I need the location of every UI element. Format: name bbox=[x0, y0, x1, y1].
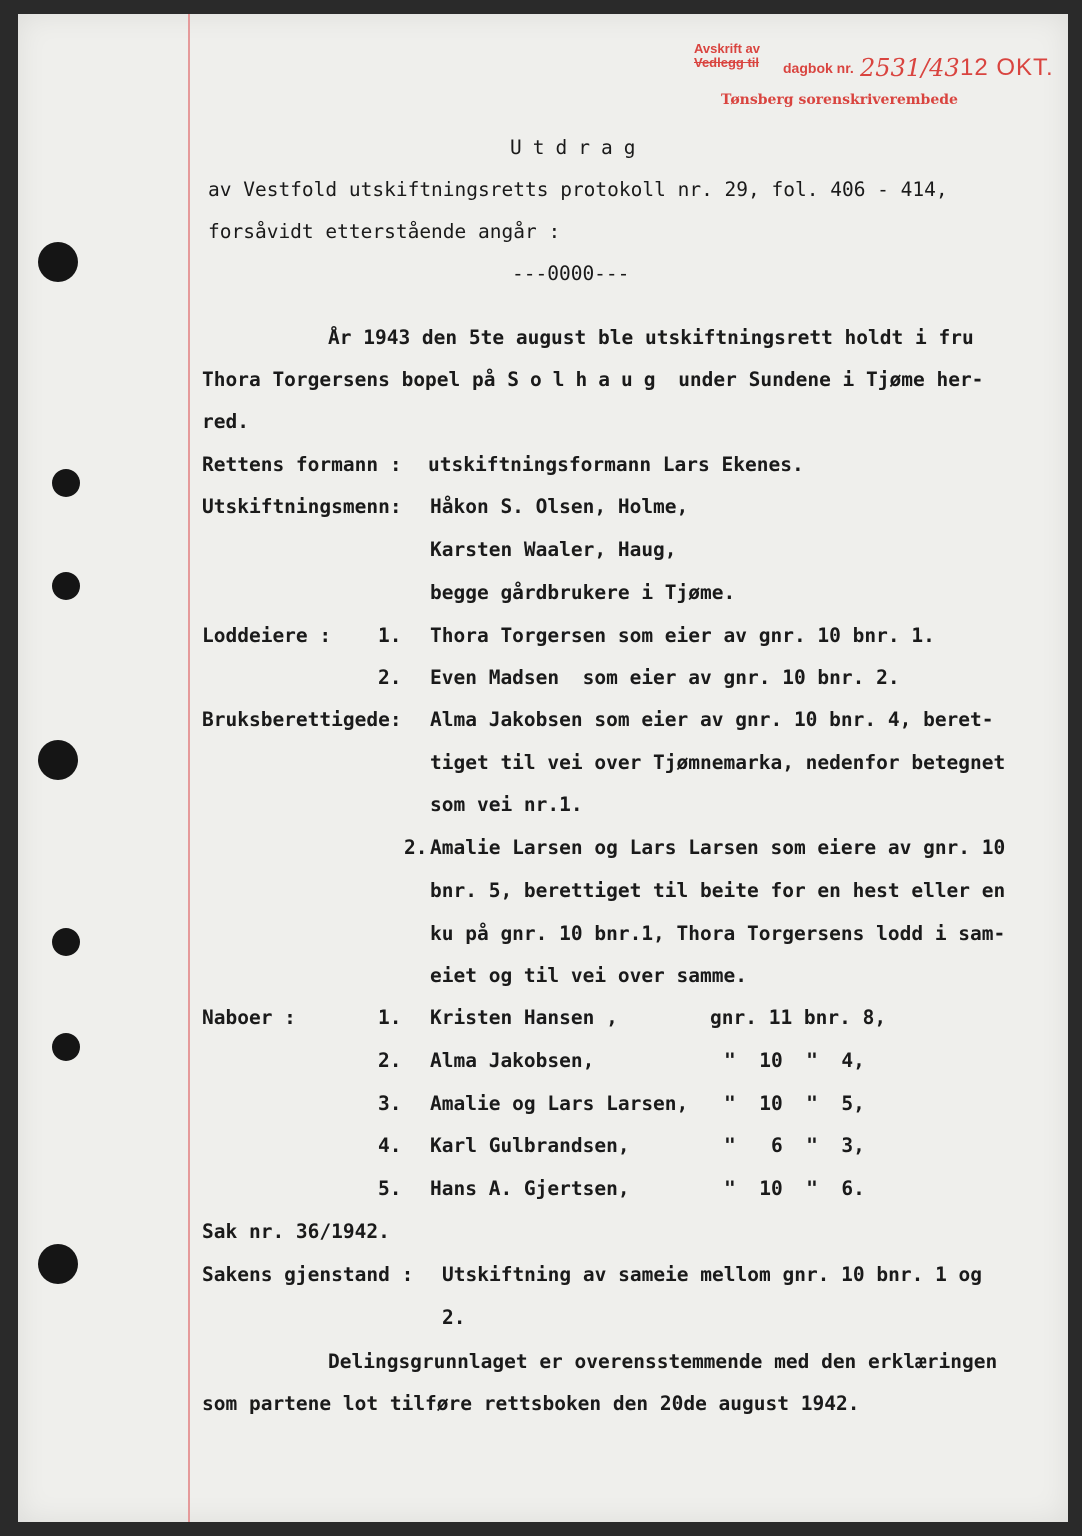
nabo-ref: " 10 " 5, bbox=[724, 1092, 865, 1115]
stamp-line2: Vedlegg til bbox=[694, 55, 760, 70]
nabo-ref: gnr. 11 bnr. 8, bbox=[710, 1006, 887, 1029]
stamp-label bbox=[694, 42, 760, 70]
naboer-label: Naboer : bbox=[202, 1006, 296, 1029]
gjenstand-line: 2. bbox=[442, 1306, 466, 1329]
nabo-number: 1. bbox=[378, 1006, 402, 1029]
punch-hole bbox=[52, 572, 80, 600]
nabo-name: Kristen Hansen , bbox=[430, 1006, 618, 1029]
bruk-line: bnr. 5, berettiget til beite for en hest eller en bbox=[430, 879, 1006, 902]
paragraph-line bbox=[202, 368, 983, 392]
heading-line: av Vestfold utskiftningsretts protokoll nr. 29, fol. 406 - 414, bbox=[208, 178, 948, 201]
nabo-name: Alma Jakobsen, bbox=[430, 1049, 595, 1072]
punch-hole bbox=[38, 242, 78, 282]
item-number: 2. bbox=[404, 836, 428, 859]
punch-hole bbox=[52, 469, 80, 497]
gjenstand-line: Utskiftning av sameie mellom gnr. 10 bnr. 1 og bbox=[442, 1263, 983, 1286]
stamp-date: 12 OKT. bbox=[960, 54, 1054, 81]
nabo-name: Karl Gulbrandsen, bbox=[430, 1134, 630, 1157]
menn-label: Utskiftningsmenn: bbox=[202, 495, 402, 518]
nabo-number: 5. bbox=[378, 1177, 402, 1200]
bruk-line: som vei nr.1. bbox=[430, 793, 583, 816]
margin-rule bbox=[188, 14, 190, 1522]
punch-hole bbox=[52, 928, 80, 956]
bruk-line: Alma Jakobsen som eier av gnr. 10 bnr. 4, beret- bbox=[430, 708, 994, 731]
formann-value: utskiftningsformann Lars Ekenes. bbox=[428, 453, 804, 476]
menn-item: begge gårdbrukere i Tjøme. bbox=[430, 581, 736, 604]
separator: ---0000--- bbox=[512, 262, 630, 285]
stamp-number: 2531/43 bbox=[860, 54, 960, 82]
paragraph-line: som partene lot tilføre rettsboken den 20de august 1942. bbox=[202, 1392, 860, 1415]
menn-item: Karsten Waaler, Haug, bbox=[430, 538, 677, 561]
sak-number: Sak nr. 36/1942. bbox=[202, 1220, 390, 1243]
stamp-dagbok: dagbok nr. bbox=[783, 60, 854, 76]
menn-item: Håkon S. Olsen, Holme, bbox=[430, 495, 689, 518]
paragraph-line: År 1943 den 5te august ble utskiftningsrett holdt i fru bbox=[328, 326, 974, 349]
nabo-number: 2. bbox=[378, 1049, 402, 1072]
text: Thora Torgersens bopel på bbox=[202, 368, 496, 391]
nabo-ref: " 10 " 4, bbox=[724, 1049, 865, 1072]
nabo-ref: " 10 " 6. bbox=[724, 1177, 865, 1200]
lodd-item: Even Madsen som eier av gnr. 10 bnr. 2. bbox=[430, 666, 900, 689]
paragraph-line: Delingsgrunnlaget er overensstemmende med den erklæringen bbox=[328, 1350, 998, 1373]
nabo-name: Amalie og Lars Larsen, bbox=[430, 1092, 689, 1115]
formann-label: Rettens formann : bbox=[202, 453, 402, 476]
bruk-line: Amalie Larsen og Lars Larsen som eiere av gnr. 10 bbox=[430, 836, 1006, 859]
text: under Sundene i Tjøme her- bbox=[678, 368, 984, 391]
item-number: 1. bbox=[378, 624, 402, 647]
heading-line: forsåvidt etterstående angår : bbox=[208, 220, 561, 243]
punch-hole bbox=[38, 1244, 78, 1284]
document-title: Utdrag bbox=[510, 136, 647, 159]
bruk-line: tiget til vei over Tjømnemarka, nedenfor betegnet bbox=[430, 751, 1006, 774]
paragraph-line: red. bbox=[202, 410, 249, 433]
nabo-number: 4. bbox=[378, 1134, 402, 1157]
bruk-line: ku på gnr. 10 bnr.1, Thora Torgersens lodd i sam- bbox=[430, 922, 1006, 945]
lodd-label: Loddeiere : bbox=[202, 624, 332, 647]
punch-hole bbox=[38, 740, 78, 780]
stamp-office: Tønsberg sorenskriverembede bbox=[721, 92, 958, 108]
document-page bbox=[18, 14, 1068, 1522]
bruk-line: eiet og til vei over samme. bbox=[430, 964, 747, 987]
gjenstand-label: Sakens gjenstand : bbox=[202, 1263, 414, 1286]
lodd-item: Thora Torgersen som eier av gnr. 10 bnr. 1. bbox=[430, 624, 935, 647]
punch-hole bbox=[52, 1033, 80, 1061]
bruk-label: Bruksberettigede: bbox=[202, 708, 402, 731]
stamp-line1: Avskrift av bbox=[694, 41, 760, 56]
nabo-number: 3. bbox=[378, 1092, 402, 1115]
place-name: Solhaug bbox=[507, 368, 667, 391]
nabo-ref: " 6 " 3, bbox=[724, 1134, 865, 1157]
item-number: 2. bbox=[378, 666, 402, 689]
nabo-name: Hans A. Gjertsen, bbox=[430, 1177, 630, 1200]
